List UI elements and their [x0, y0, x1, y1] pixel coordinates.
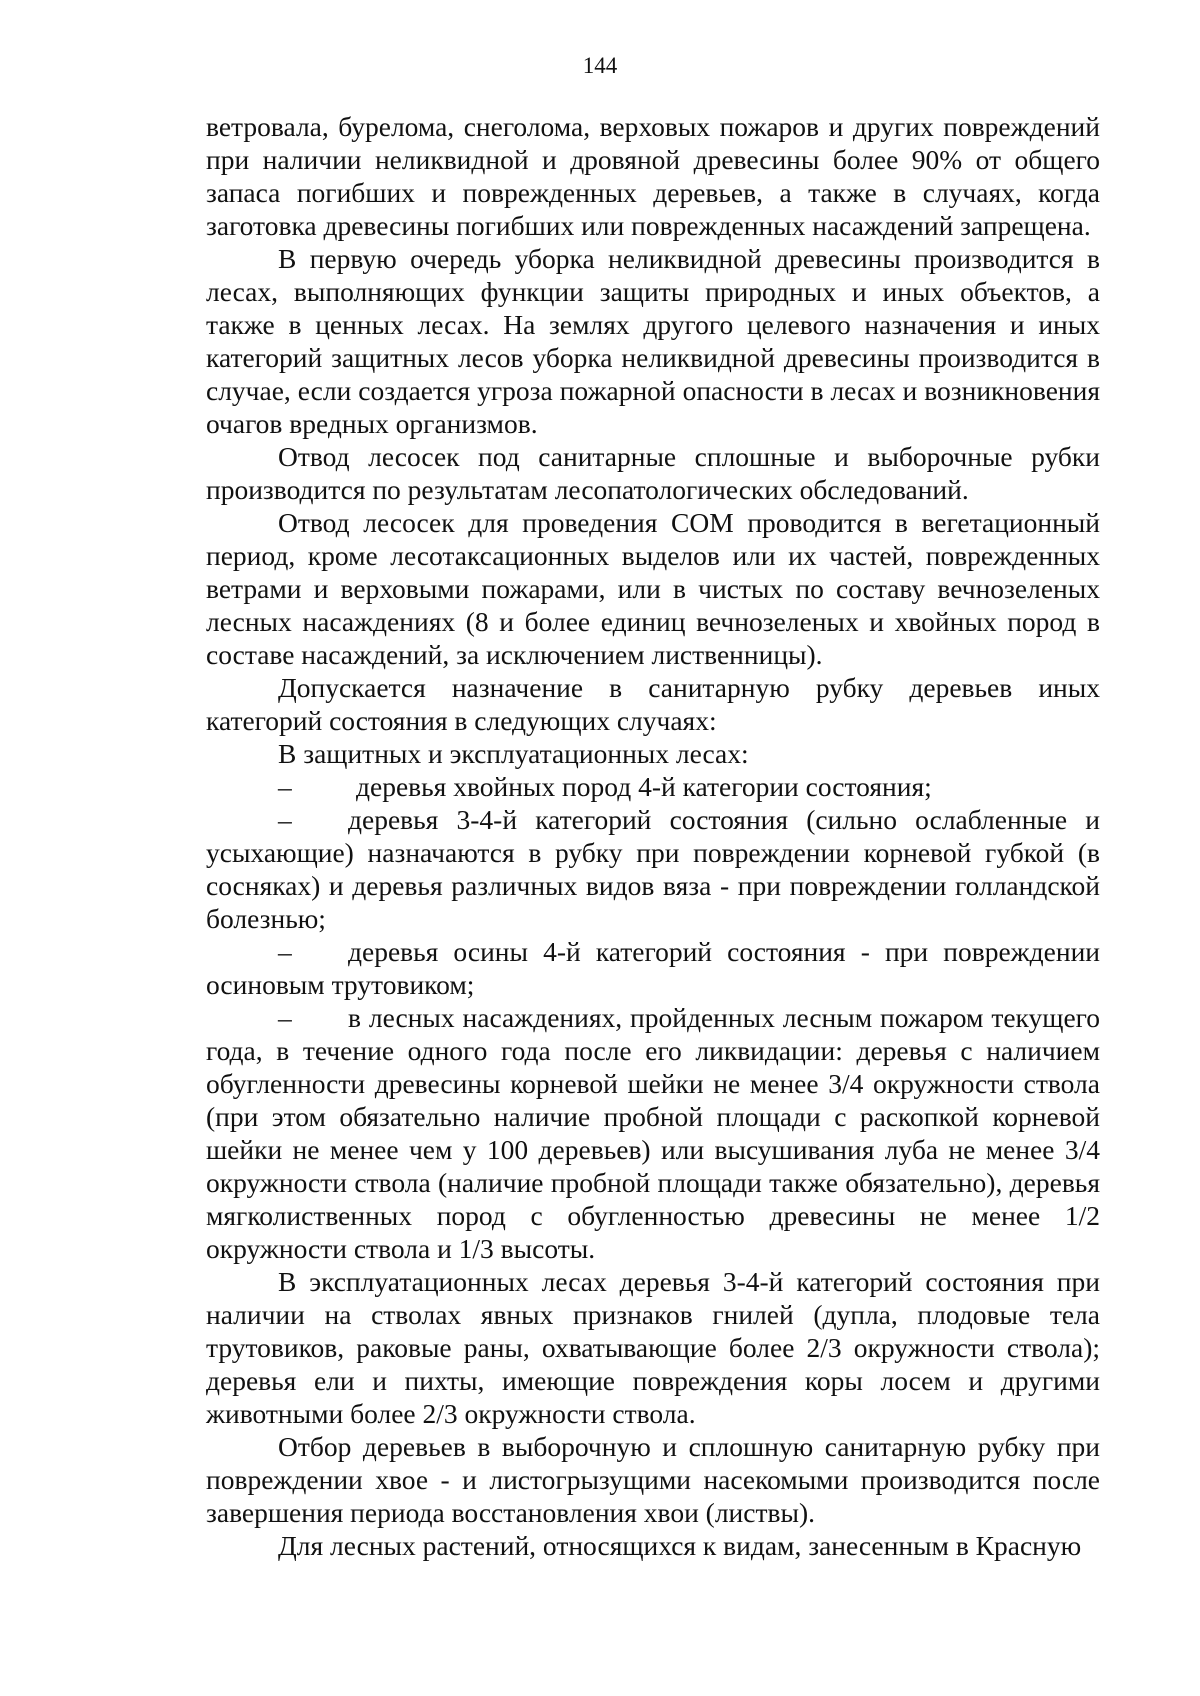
list-dash: – [278, 771, 292, 802]
document-body [206, 110, 1100, 1562]
list-item-text: деревья хвойных пород 4-й категории состояния; [356, 771, 932, 802]
list-dash: – [278, 804, 292, 835]
list-item [206, 770, 1100, 803]
list-item-text: деревья осины 4-й категорий состояния - при повреждении осиновым трутовиком; [206, 936, 1100, 1000]
paragraph-allowed-assignment: Допускается назначение в санитарную рубку деревьев иных категорий состояния в следующих случаях: [206, 672, 1100, 736]
list-item-text: в лесных насаждениях, пройденных лесным пожаром текущего года, в течение одного года после его ликвидации: деревья с наличием обугленности древесины корневой шейки не менее 3/4 окружности ствола (при этом обязательно наличие пробной площади с раскопкой корневой шейки не менее чем у 100 деревьев) или высушивания луба не менее 3/4 окружности ствола (наличие пробной площади также обязательно), деревья мягколиственных пород с обугленностью древесины не менее 1/2 окружности ствола и 1/3 высоты. [206, 1002, 1100, 1264]
paragraph-insect-damage: Отбор деревьев в выборочную и сплошную санитарную рубку при повреждении хвое - и листогрызущими насекомыми производится после завершения периода восстановления хвои (листвы). [206, 1431, 1100, 1528]
paragraph-som-allotment: Отвод лесосек для проведения СОМ проводится в вегетационный период, кроме лесотаксационных выделов или их частей, поврежденных ветрами и верховыми пожарами, или в чистых по составу вечнозеленых лесных насаждениях (8 и более единиц вечнозеленых и хвойных пород в составе насаждений, за исключением лиственницы). [206, 507, 1100, 670]
paragraph-cutting-allotment: Отвод лесосек под санитарные сплошные и выборочные рубки производится по результатам лесопатологических обследований. [206, 441, 1100, 505]
list-item [206, 803, 1100, 935]
paragraph-exploitation-forests: В эксплуатационных лесах деревья 3-4-й категорий состояния при наличии на стволах явных признаков гнилей (дупла, плодовые тела трутовиков, раковые раны, охватывающие более 2/3 окружности ствола); деревья ели и пихты, имеющие повреждения коры лосем и другими животными более 2/3 окружности ствола. [206, 1266, 1100, 1429]
list-dash: – [278, 936, 292, 967]
paragraph-forest-types: В защитных и эксплуатационных лесах: [278, 738, 749, 769]
list-item [206, 935, 1100, 1001]
page-number: 144 [582, 53, 618, 78]
paragraph-continuation: ветровала, бурелома, снеголома, верховых пожаров и других повреждений при наличии неликвидной и дровяной древесины более 90% от общего запаса погибших и поврежденных деревьев, а также в случаях, когда заготовка древесины погибших или поврежденных насаждений запрещена. [206, 111, 1100, 241]
paragraph-priority-cleanup: В первую очередь уборка неликвидной древесины производится в лесах, выполняющих функции защиты природных и иных объектов, а также в ценных лесах. На землях другого целевого назначения и иных категорий защитных лесов уборка неликвидной древесины производится в случае, если создается угроза пожарной опасности в лесах и возникновения очагов вредных организмов. [206, 243, 1100, 439]
list-dash: – [278, 1002, 292, 1033]
list-item-text: деревья 3-4-й категорий состояния (сильно ослабленные и усыхающие) назначаются в рубку при повреждении корневой губкой (в сосняках) и деревья различных видов вяза - при повреждении голландской болезнью; [206, 804, 1100, 934]
list-item [206, 1001, 1100, 1265]
paragraph-red-book: Для лесных растений, относящихся к видам, занесенным в Красную [278, 1530, 1082, 1561]
